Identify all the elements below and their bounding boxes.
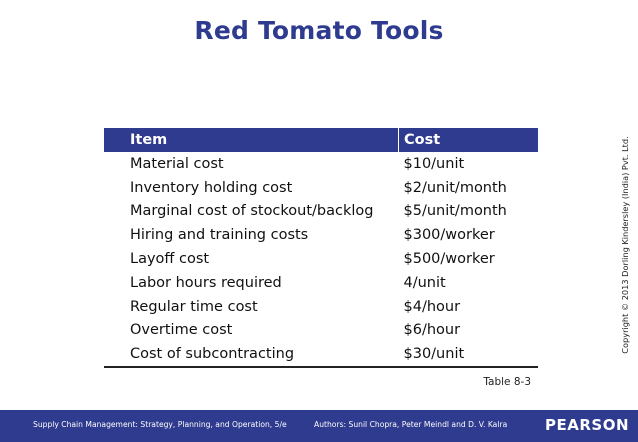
table-row — [104, 176, 538, 200]
table-row — [104, 271, 538, 295]
table-row — [104, 295, 538, 319]
row-item: Layoff cost — [130, 251, 210, 268]
row-item: Hiring and training costs — [130, 227, 309, 244]
row-cost: $300/worker — [403, 227, 495, 244]
table-row — [104, 247, 538, 271]
table-header-row — [104, 128, 538, 152]
row-cost: $5/unit/month — [403, 203, 507, 220]
row-item: Cost of subcontracting — [104, 342, 399, 367]
cost-table — [104, 128, 538, 368]
row-cost: $10/unit — [403, 155, 465, 172]
table-reference: Table 8-3 — [483, 376, 531, 388]
footer-bar — [0, 410, 638, 442]
row-cost: $30/unit — [399, 342, 539, 367]
header-item: Item — [104, 128, 399, 152]
row-cost: $500/worker — [403, 251, 495, 268]
row-item: Inventory holding cost — [130, 179, 293, 196]
table-row — [104, 342, 538, 367]
row-item: Material cost — [130, 155, 224, 172]
footer-authors: Authors: Sunil Chopra, Peter Meindl and D. V. Kalra — [314, 420, 508, 429]
slide-title: Red Tomato Tools — [194, 16, 444, 45]
row-cost: 4/unit — [403, 274, 446, 291]
table-row — [104, 223, 538, 247]
row-cost: $4/hour — [403, 298, 461, 315]
row-item: Regular time cost — [130, 298, 258, 315]
table-row — [104, 152, 538, 176]
row-cost: $6/hour — [403, 322, 461, 339]
table-row — [104, 200, 538, 224]
table-row — [104, 319, 538, 343]
footer-book-title: Supply Chain Management: Strategy, Planning, and Operation, 5/e — [33, 420, 287, 429]
row-item: Marginal cost of stockout/backlog — [130, 203, 374, 220]
row-item: Overtime cost — [130, 322, 233, 339]
copyright-notice: Copyright © 2013 Dorling Kindersley (India) Pvt. Ltd. — [620, 136, 630, 354]
pearson-logo: PEARSON — [545, 416, 630, 434]
row-item: Labor hours required — [130, 274, 282, 291]
header-cost: Cost — [399, 128, 539, 152]
row-cost: $2/unit/month — [403, 179, 507, 196]
